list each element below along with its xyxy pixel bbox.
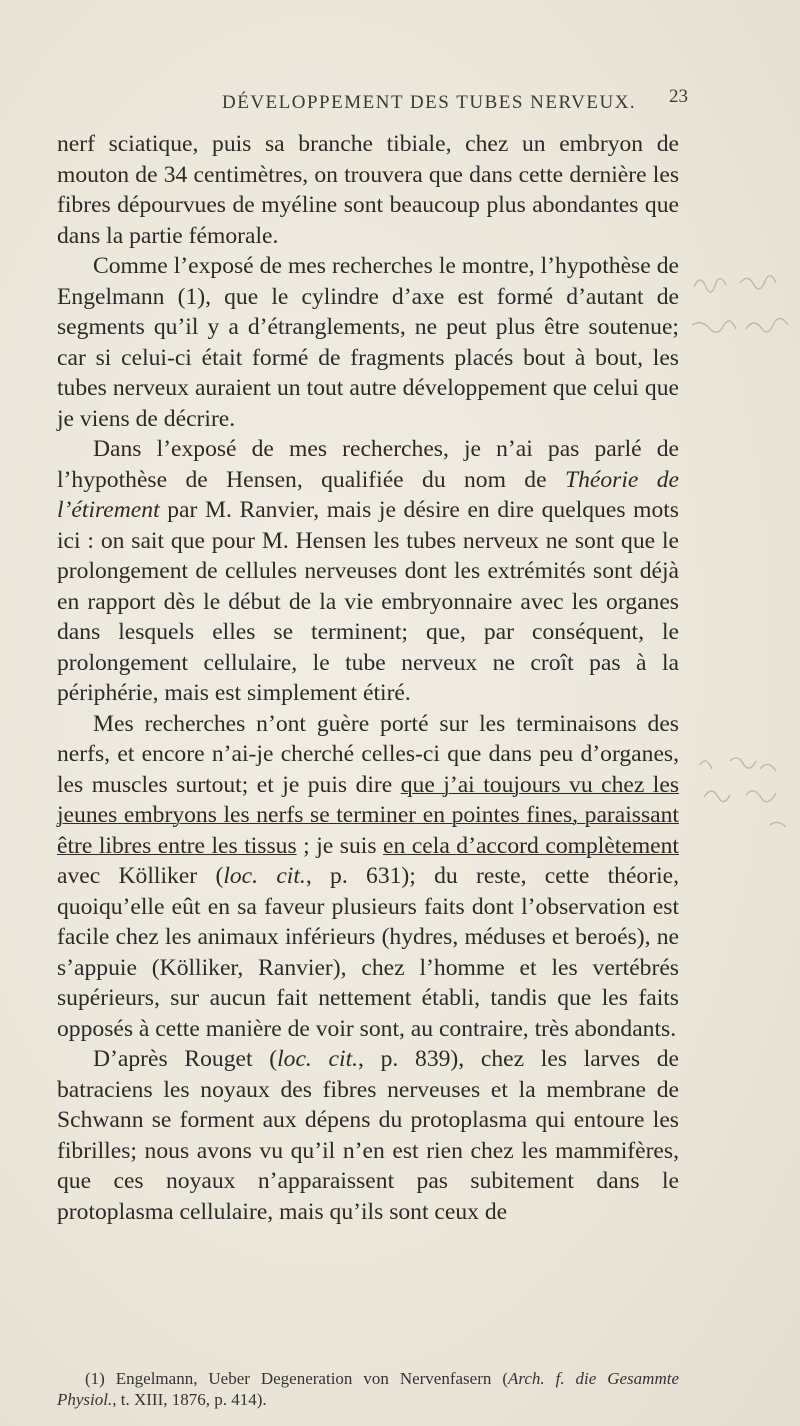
running-title: DÉVELOPPEMENT DES TUBES NERVEUX. — [222, 92, 637, 113]
paragraph-5-part-a: D’après Rouget ( — [93, 1046, 278, 1072]
paragraph-1: nerf sciatique, puis sa branche tibiale, chez un embryon de mouton de 34 centimètres, on trouvera que dans cette dernière les fibres dépourvues de myéline sont beaucoup plus abondantes que dans la partie fémorale. — [57, 131, 679, 249]
paragraph-5 — [57, 1044, 679, 1227]
margin-pencil-scribble-2 — [690, 745, 800, 835]
body-text — [57, 129, 679, 1227]
loc-cit-italic-2: loc. cit. — [277, 1046, 359, 1072]
theorie-etirement-italic: Théorie de l’étirement — [57, 466, 679, 523]
footnote-journal-italic: Arch. f. die Gesammte Physiol. — [57, 1369, 679, 1409]
footnote-text — [57, 1368, 679, 1410]
paragraph-4-part-d: , p. 631); du reste, cette théorie, quoiqu’elle eût en sa faveur plusieurs faits dont l’observation est facile chez les animaux inférieurs (hydres, méduses et beroés), ne s’appuie (Kölliker, Ranvier), chez l’homme et les vertébrés supérieurs, sur aucun fait nettement établi, tandis que les faits opposés à cette manière de voir sont, au contraire, très abondants. — [57, 863, 680, 1042]
footnote-part-a: (1) Engelmann, Ueber Degeneration von Nervenfasern ( — [85, 1369, 508, 1388]
page-number: 23 — [669, 86, 688, 107]
paragraph-2: Comme l’exposé de mes recherches le montre, l’hypothèse de Engelmann (1), que le cylindre d’axe est formé d’autant de segments qu’il y a d’étranglements, ne peut plus être soutenue; car si celui-ci était formé de fragments placés bout à bout, les tubes nerveux auraient un tout autre développement que celui que je viens de décrire. — [57, 253, 679, 432]
paragraph-5-part-b: , p. 839), chez les larves de batraciens les noyaux des fibres nerveuses et la membrane de Schwann se forment aux dépens du protoplasma qui entoure les fibrilles; nous avons vu qu’il n’en est rien chez les mammifères, que ces noyaux n’apparaissent pas subitement dans le protoplasma cellulaire, mais qu’ils sont ceux de — [57, 1046, 680, 1225]
underlined-passage-2: en cela d’accord complètement — [383, 832, 679, 859]
paragraph-4-part-b: ; je suis — [296, 832, 384, 859]
loc-cit-italic-1: loc. cit. — [223, 863, 306, 889]
paragraph-4-part-c: avec Kölliker ( — [57, 863, 224, 889]
underlined-passage-1: que j’ai toujours vu chez les jeunes embryons les nerfs se terminer en pointes fines, paraissant être libres entre les tissus — [57, 771, 680, 859]
paragraph-3-part-b: par M. Ranvier, mais je désire en dire quelques mots ici : on sait que pour M. Hensen les tubes nerveux ne sont que le prolongement de cellules nerveuses dont les extrémités sont déjà en rapport dès le début de la vie embryonnaire avec les organes dans lesquels elles se terminent; que, par conséquent, le prolongement cellulaire, le tube nerveux ne croît pas à la périphérie, mais est simplement étiré. — [57, 497, 679, 706]
footnote-part-b: , t. XIII, 1876, p. 414). — [112, 1390, 267, 1409]
paragraph-3 — [57, 434, 679, 709]
paragraph-4-part-a: Mes recherches n’ont guère porté sur les terminaisons des nerfs, et encore n’ai-je cherché celles-ci que dans peu d’organes, les muscles surtout; et je puis dire — [57, 710, 679, 798]
running-head — [0, 86, 800, 122]
margin-pencil-scribble-1 — [688, 265, 800, 375]
paragraph-4 — [57, 709, 679, 1045]
paragraph-3-part-a: Dans l’exposé de mes recherches, je n’ai pas parlé de l’hypothèse de Hensen, qualifiée du nom de — [57, 436, 679, 493]
footnote — [57, 1368, 679, 1410]
